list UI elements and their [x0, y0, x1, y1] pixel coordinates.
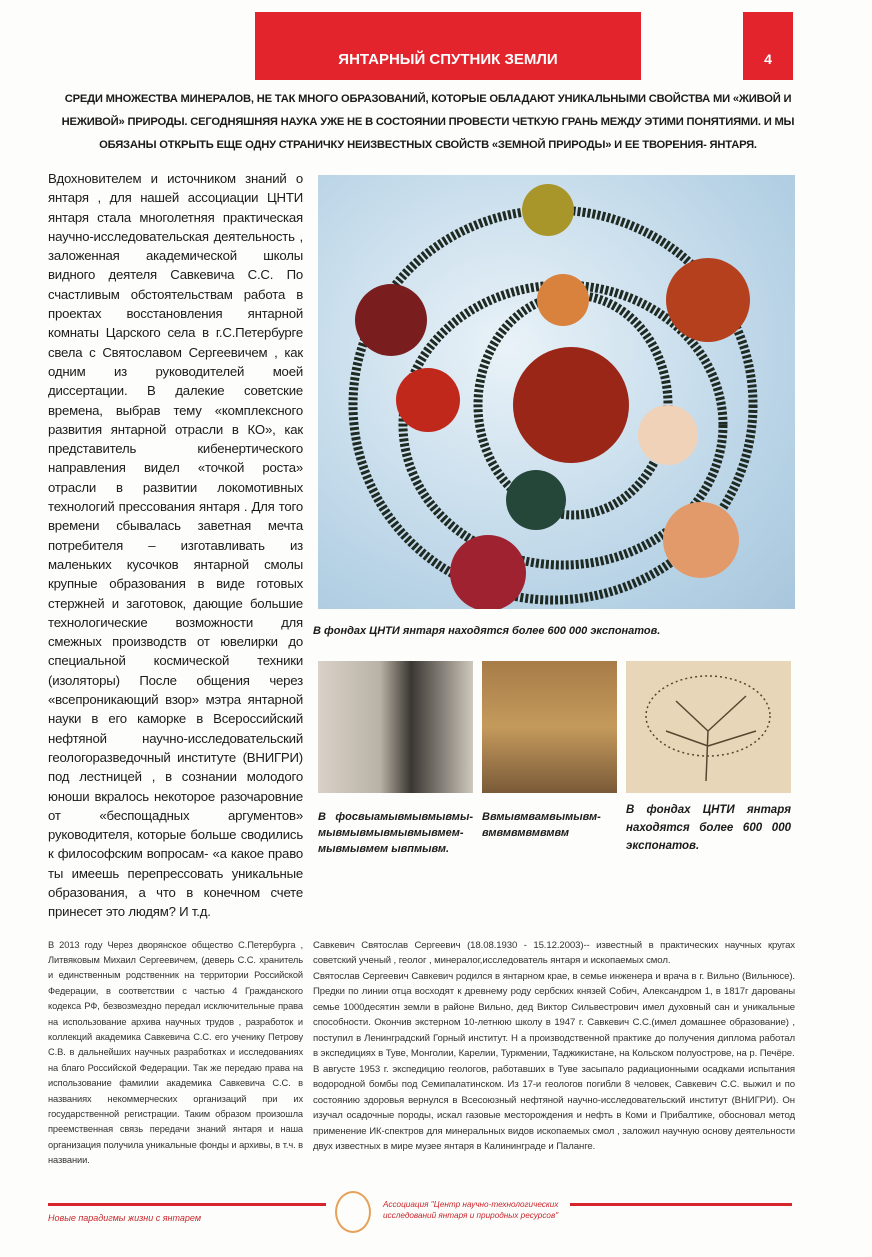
small-photo-group-1 — [318, 661, 473, 857]
small-photos-row — [318, 661, 795, 857]
photo-caption-2: Ввмывмвамвымывм-вмвмвмвмвмвм — [482, 811, 601, 839]
archive-photo-people — [318, 661, 473, 793]
photo-column — [313, 169, 795, 857]
main-article-text: Вдохновителем и источником знаний о янтаря , для нашей ассоциации ЦНТИ янтаря стала многолетняя практическая научно-исследовательская деятельность , заложенная академической школы видного деятеля Савкевича С.С. По счастливым обстоятельствам работа в проектах восстановления янтарной комнаты Царского села в г.С.Петербурге свела с Святославом Сергеевичем , как одним из руководителей моей диссертации. В далекие советские времена, выбрав тему «комплексного развития янтарной отрасли в КО», как представитель кибенертического направления видел «точкой роста» отрасли в развитии локомотивных технологий прессования янтаря . Для того времени сбывалась заветная мечта потребителя – изготавливать из маленьких кусочков янтарной смолы крупные образования в виде готовых стержней и заготовок, дающие большие технологические возможности для смежных производств от ювелирки до специальной космической техники (изоляторы) После общения через «всепроникающий взор» мэтра янтарной науки в его каморке в Всероссийский нефтяной научно-исследовательский геологоразведочный институте (ВНИГРИ) под лестницей , в сознании молодого юноши вкралось некоторое разочаровние от «беспощадных аргументов» руководителя, которые больше сводились к философским вопросам- «а какое право ты имеешь перепрессовать уникальные образования, а что в конечном счете принесет это людям? И т.д. — [48, 171, 303, 920]
page-title: ЯНТАРНЫЙ СПУТНИК ЗЕМЛИ — [338, 50, 558, 68]
photo-caption-1: В фосвыамывмывмывмы-мывмывмывмывмывмем-мывмывмем ывпмывм. — [318, 811, 473, 855]
footer-association: Ассоциация "Центр научно-технологических исследований янтаря и природных ресурсов" — [383, 1199, 559, 1220]
amber-necklace-photo — [318, 175, 795, 609]
bio-paragraph: Святослав Сергеевич Савкевич родился в янтарном крае, в семье инженера и врача в г. Вильно (Вильнюсе). Предки по линии отца восходят к древнему роду сербских князей Собич, Александром 1, в 1817г дарованы семье 1000десятин земли в районе Вильно, дед Виктор Сильвестрович имел духовный сан и уникальные способности. Окончив экстерном 10-летнюю школу в 1947 г. Савкевич С.С.(имел домашнее образование) , поступил в Ленинградский Горный институт. Н а производственной практике до получения диплома работал в экспедициях в Туве, Монголии, Карелии, Туркмении, Таджикистане, на Кольском полуострове, на р. Печёре. — [313, 970, 795, 1060]
page-number-text: 4 — [764, 51, 772, 67]
bottom-section — [48, 938, 872, 1169]
top-section — [48, 169, 872, 922]
archive-photo-museum — [482, 661, 617, 793]
bio-paragraph: Савкевич Святослав Сергеевич (18.08.1930 - 15.12.2003)-- известный в практических научных кругах советский ученый , геолог , минералог,исследователь янтаря и ископаемых смол. — [313, 939, 795, 967]
footer-divider-right — [570, 1203, 792, 1206]
page-footer — [48, 1191, 793, 1237]
bio-paragraph: В августе 1953 г. экспедицию геологов, работавших в Туве засыпало радиационными осадками испытания водородной бомбы под Семипалатинском. Из 17-и геологов погибли 8 человек, Савкевич С.С. выжил и по состоянию здоровья вернулся в Всесоюзный нефтяной научно-исследовательский институт (ВНИГРИ). Он изучал осадочные породы, искал газовые месторождения и нефть в Коми и Прибалтике, обосновал метод применение ИК-спектров для минеральных видов ископаемых смол , заложил научную основу деятельности двух известных в мире музее янтаря в Калининграде и Паланге. — [313, 1063, 795, 1153]
page-header — [48, 12, 872, 80]
footer-divider-left — [48, 1203, 326, 1206]
small-photo-group-3 — [626, 661, 791, 855]
page-title-banner — [255, 12, 641, 80]
biography-text — [313, 938, 795, 1155]
page-number — [743, 12, 793, 80]
small-photo-group-2 — [482, 661, 617, 841]
association-logo-icon — [335, 1191, 371, 1233]
photo-caption-3: В фондах ЦНТИ янтаря находятся более 600 000 экспонатов. — [626, 804, 791, 852]
main-photo-caption: В фондах ЦНТИ янтаря находятся более 600 000 экспонатов. — [313, 625, 661, 637]
footer-slogan: Новые парадигмы жизни с янтарем — [48, 1212, 201, 1223]
bottom-left-text — [48, 938, 303, 1169]
lead-paragraph: СРЕДИ МНОЖЕСТВА МИНЕРАЛОВ, НЕ ТАК МНОГО ОБРАЗОВАНИЙ, КОТОРЫЕ ОБЛАДАЮТ УНИКАЛЬНЫМИ СВОЙСТВА МИ «ЖИВОЙ И НЕЖИВОЙ» ПРИРОДЫ. СЕГОДНЯШНЯЯ НАУКА УЖЕ НЕ В СОСТОЯНИИ ПРОВЕСТИ ЧЕТКУЮ ГРАНЬ МЕЖДУ ЭТИМИ ПОНЯТИЯМИ. И МЫ ОБЯЗАНЫ ОТКРЫТЬ ЕЩЕ ОДНУ СТРАНИЧКУ НЕИЗВЕСТНЫХ СВОЙСТВ «ЗЕМНОЙ ПРИРОДЫ» И ЕЕ ТВОРЕНИЯ- ЯНТАРЯ. — [61, 93, 795, 151]
tree-drawing-photo — [626, 661, 791, 793]
rights-paragraph: В 2013 году Через дворянское общество С.Петербурга , Литвяковым Михаил Сергеевичем, (деверь С.С. хранитель и единственным родственник на территории Российской Федерации, в соответствии с частью 4 Гражданского кодекса РФ, безвозмездно передал исключительные права на использование архива научных трудов , разработок и коллекций академика Савкевича С.С. его ученику Петрову С.В. в дальнейших научных разработках и исследованиях на благо Российской Федерации. Так же передаю права на использование фамилии академика Савкевича С.С. в названиях некоммерческих организаций при их государственной регистрации. Таким образом произошла преемственная связь передачи знаний янтаря и наша организация получила уникальные фонды и архивы, в т.ч. в названии. — [48, 939, 303, 1166]
